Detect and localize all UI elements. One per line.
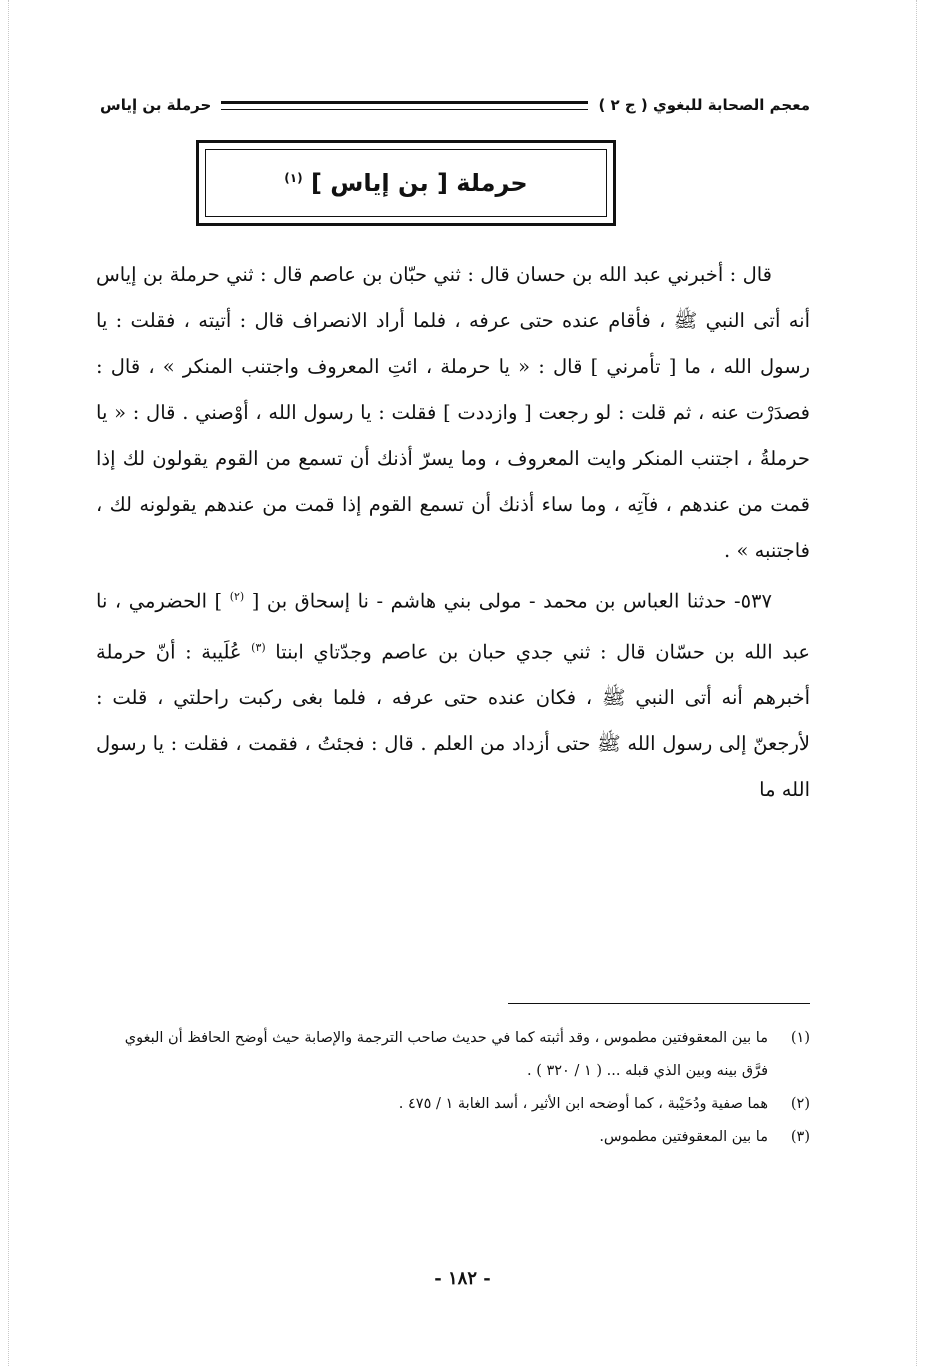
entry-title-frame	[196, 140, 616, 226]
header-rule	[221, 101, 588, 110]
entry-title	[284, 169, 527, 197]
paragraph-1-text: قال : أخبرني عبد الله بن حسان قال : ثني حبّان بن عاصم قال : ثني حرملة بن إياس أنه أتى النبي ﷺ ، فأقام عنده حتى عرفه ، فلما أراد الانصراف قال : أتيته ، فقلت : يا رسول الله ، ما [ تأمرني ] قال : « يا حرملة ، ائتِ المعروف واجتنب المنكر » ، قال : فصدَرْت عنه ، ثم قلت : لو رجعت [ وازددت ] فقلت : يا رسول الله ، أوْصني . قال : « يا حرملةُ ، اجتنب المنكر وايت المعروف ، وما يسرّ أذنك أن تسمع من القوم يقولون لك إذا قمت من عندهم ، فآتِه ، وما ساء أذنك أن تسمع القوم إذا قمت من عندهم يقولونه لك ، فاجتنبه » .	[96, 263, 810, 562]
running-header	[100, 92, 810, 118]
body-text	[96, 252, 810, 813]
paragraph-2-text-b: ] الحضرمي ، نا عبد الله بن حسّان قال : ثني جدي حبان بن عاصم وجدّتاي ابنتا	[96, 589, 810, 663]
note-marker-2: (٢)	[229, 590, 245, 603]
footnotes	[96, 1022, 810, 1154]
section-title: حرملة بن إياس	[100, 96, 212, 114]
note-marker-3: (٣)	[251, 640, 266, 654]
entry-title-text: حرملة [ بن إياس ]	[310, 169, 528, 197]
footnote-3	[96, 1121, 810, 1154]
footnote-text: هما صفية ودُحَيْبة ، كما أوضحه ابن الأثير ، أسد الغابة ١ / ٤٧٥ .	[398, 1096, 768, 1112]
entry-title-note-marker: (١)	[284, 171, 303, 185]
footnote-number: (١)	[790, 1030, 810, 1046]
scan-margin-right	[916, 0, 917, 1366]
paragraph-2-text-c: عُلَيبة : أنّ حرملة أخبرهم أنه أتى النبي ﷺ ، فكان عنده حتى عرفه ، فلما بغى ركبت راحلتي ، قلت : لأرجعنّ إلى رسول الله ﷺ حتى أزداد من العلم . قال : فجئتُ ، فقمت ، فقلت : يا رسول الله ما	[96, 640, 810, 801]
scan-margin-left	[8, 0, 9, 1366]
footnote-separator	[508, 1003, 810, 1004]
page-number: - ١٨٢ -	[434, 1268, 491, 1289]
footnote-2	[96, 1088, 810, 1121]
footnote-number: (٢)	[790, 1096, 810, 1112]
paragraph-1	[96, 252, 810, 574]
paragraph-2-text-a: ٥٣٧- حدثنا العباس بن محمد - مولى بني هاشم - نا إسحاق بن [	[244, 589, 772, 613]
footnote-text: ما بين المعقوفتين مطموس.	[599, 1129, 768, 1145]
book-title: معجم الصحابة للبغوي ( ج ٢ )	[598, 96, 810, 114]
paragraph-2	[96, 574, 810, 813]
footnote-number: (٣)	[790, 1129, 810, 1145]
footnote-1	[96, 1022, 810, 1088]
footnote-text: ما بين المعقوفتين مطموس ، وقد أثبته كما في حديث صاحب الترجمة والإصابة حيث أوضح الحافظ أن البغوي فرَّق بينه وبين الذي قبله ... ( ١ / ٣٢٠ ) .	[124, 1030, 768, 1079]
